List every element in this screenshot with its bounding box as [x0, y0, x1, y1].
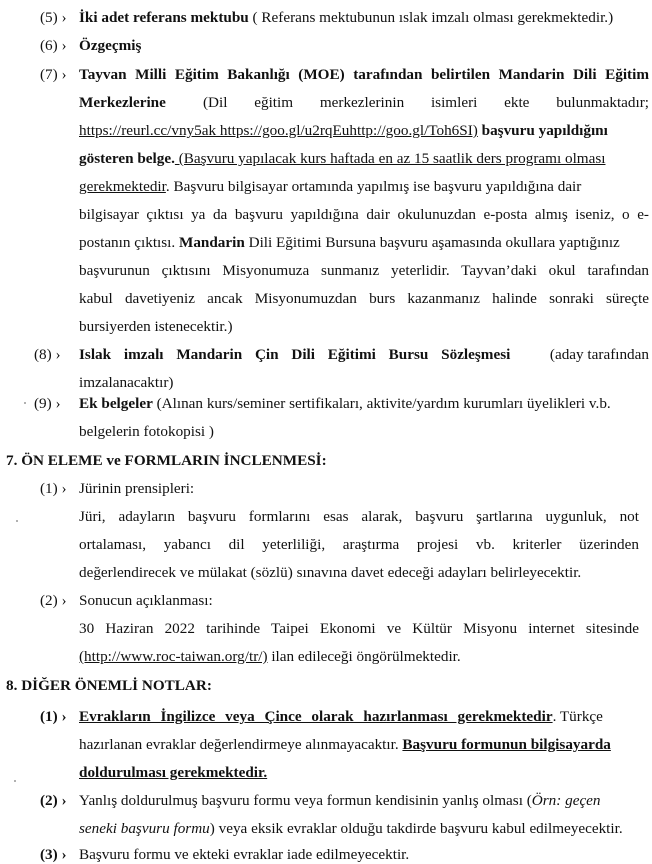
item-7-line-2 [79, 94, 649, 112]
s7-p1-number: (1) › [40, 480, 67, 497]
s8-n1-line-1 [79, 708, 649, 726]
item-7-l4-bold: gösteren belge. [79, 150, 175, 167]
item-7-l5-underline: gerekmektedir [79, 178, 166, 195]
item-7-number: (7) › [40, 66, 67, 83]
s7-p2-line-2 [79, 648, 461, 666]
item-8-line-1 [79, 346, 649, 364]
item-7-l2-rest: (Dil eğitim merkezlerinin isimleri ekte bulunmaktadır; [203, 94, 649, 111]
item-7-l3-bold: başvuru yapıldığını [477, 122, 608, 139]
s8-n2-l2-rest: ) veya eksik evraklar olduğu takdirde başvuru kabul edilmeyecektir. [209, 820, 623, 837]
scan-speck [24, 402, 26, 404]
s8-n1-l2-a: hazırlanan evraklar değerlendirmeye alınmayacaktır. [79, 736, 403, 753]
item-7-l5-rest: . Başvuru bilgisayar ortamında yapılmış ise başvuru yapıldığına dair [165, 178, 582, 195]
s7-p2-line-1: 30 Haziran 2022 tarihinde Taipei Ekonomi ve Kültür Misyonu internet sitesinde [79, 620, 639, 637]
item-5-rest: ( Referans mektubunun ıslak imzalı olması gerekmektedir.) [248, 9, 614, 26]
item-8-line-2: imzalanacaktır) [79, 374, 174, 391]
item-7-line-10: bursiyerden istenecektir.) [79, 318, 233, 335]
s8-n3-text: Başvuru formu ve ekteki evraklar iade edilmeyecektir. [79, 846, 410, 863]
item-9-rest: (Alınan kurs/seminer sertifikaları, aktivite/yardım kurumları üyelikleri v.b. [152, 395, 611, 412]
s7-p1-line-2: ortalaması, yabancı dil yeterliliği, araştırma projesi vb. kriterler üzerinden [79, 536, 639, 553]
scan-speck [14, 780, 16, 782]
item-7-line-8: başvurunun çıktısını Misyonumuza sunmanız yeterlidir. Tayvan’daki okul tarafından [79, 262, 649, 279]
s7-p2-heading: Sonucun açıklanması: [79, 592, 213, 609]
item-9-number: (9) › [34, 395, 61, 412]
item-5-bold: İki adet referans mektubu [79, 9, 249, 26]
section-7-title: 7. ÖN ELEME ve FORMLARIN İNCLENMESİ: [6, 452, 327, 469]
item-7-line-6: bilgisayar çıktısı ya da başvuru yapıldığına dair okulunuzdan e-posta almış iseniz, o e- [79, 206, 649, 223]
item-7-line-7 [79, 234, 620, 252]
item-7-l7-a: postanın çıktısı. [79, 234, 179, 251]
item-9-line-2: belgelerin fotokopisi ) [79, 423, 214, 440]
s8-n2-l1-italic: Örn: geçen [531, 792, 601, 809]
scan-speck [16, 520, 18, 522]
s8-n1-line-3: doldurulması gerekmektedir. [79, 764, 268, 781]
s8-n1-bu-1: Evrakların İngilizce veya Çince olarak hazırlanması gerekmektedir [79, 708, 553, 725]
s8-n2-line-1 [79, 792, 601, 810]
section-8-title: 8. DİĞER ÖNEMLİ NOTLAR: [6, 677, 212, 694]
s8-n2-line-2 [79, 820, 623, 838]
item-9-bold: Ek belgeler [79, 395, 153, 412]
item-7-line-9: kabul davetiyeniz ancak Misyonumuzdan burs kazanmanız halinde sonraki süreçte [79, 290, 649, 307]
item-7-line-3 [79, 122, 608, 140]
item-7-line-1: Tayvan Milli Eğitim Bakanlığı (MOE) tarafından belirtilen Mandarin Dili Eğitim [79, 66, 649, 83]
s7-p2-number: (2) › [40, 592, 67, 609]
item-9-line-1 [79, 395, 611, 413]
s8-n1-number: (1) › [40, 708, 67, 725]
item-7-l2-bold: Merkezlerine [79, 94, 166, 111]
item-7-l4-underline: (Başvuru yapılacak kurs haftada en az 15 saatlik ders programı olması [174, 150, 606, 167]
s8-n2-number: (2) › [40, 792, 67, 809]
item-5-number: (5) › [40, 9, 67, 26]
item-6-text: Özgeçmiş [79, 37, 142, 54]
item-7-l7-c: Dili Eğitimi Bursuna başvuru aşamasında okullara yaptığınız [244, 234, 620, 251]
item-7-links[interactable]: https://reurl.cc/vny5ak https://goo.gl/u2rqEuhttp://goo.gl/Toh6SI) [79, 122, 478, 139]
s8-n2-l1-a: Yanlış doldurulmuş başvuru formu veya formun kendisinin yanlış olması ( [79, 792, 532, 809]
item-8-bold: Islak imzalı Mandarin Çin Dili Eğitimi Bursu Sözleşmesi [79, 346, 511, 363]
item-8-number: (8) › [34, 346, 61, 363]
roc-taiwan-link[interactable]: (http://www.roc-taiwan.org/tr/) [79, 648, 268, 665]
s8-n1-bu-2: Başvuru formunun bilgisayarda [402, 736, 611, 753]
item-8-rest: (aday tarafından [549, 346, 649, 363]
s8-n2-l2-italic: seneki başvuru formu [79, 820, 210, 837]
s8-n3-number: (3) › [40, 846, 67, 863]
s8-n1-line-2 [79, 736, 611, 754]
s7-p1-line-1: Jüri, adayların başvuru formlarını esas alarak, başvuru şartlarına uygunluk, not [79, 508, 639, 525]
s8-n1-l1-rest: . Türkçe [552, 708, 603, 725]
item-6-number: (6) › [40, 37, 67, 54]
item-7-line-5 [79, 178, 581, 196]
item-5-text [79, 9, 613, 27]
s7-p1-heading: Jürinin prensipleri: [79, 480, 195, 497]
item-7-line-4 [79, 150, 605, 168]
item-7-l7-bold: Mandarin [178, 234, 245, 251]
s7-p1-line-3: değerlendirecek ve mülakat (sözlü) sınavına davet edeceği adayları belirleyecektir. [79, 564, 582, 581]
s7-p2-l2-rest: ilan edileceği öngörülmektedir. [267, 648, 461, 665]
